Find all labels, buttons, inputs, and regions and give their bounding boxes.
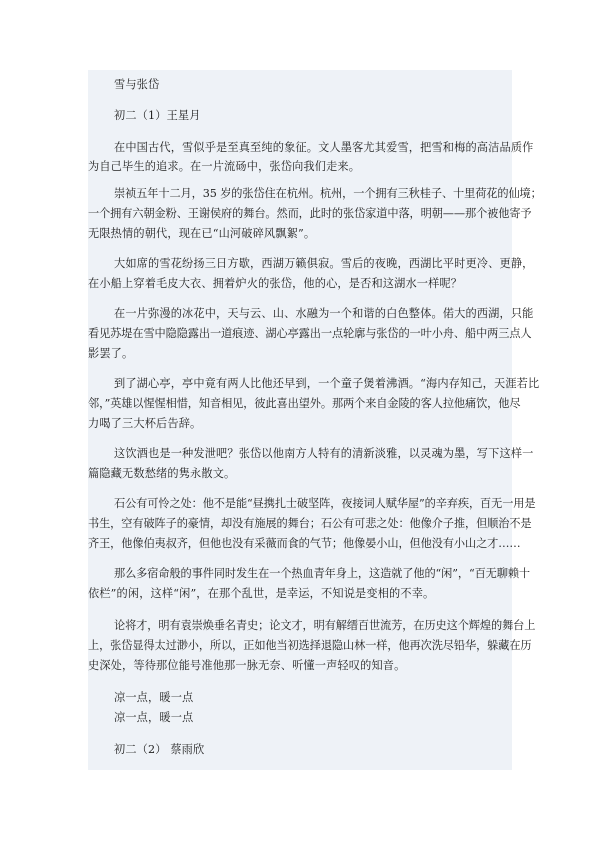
author-line-1: 初二（1）王星月 <box>114 109 201 122</box>
paragraph-6-line-2: 篇隐藏无数愁绪的隽永散文。 <box>88 467 236 480</box>
paragraph-5-line-2: 邻，”英雄以惺惺相惜，知音相见，彼此喜出望外。那两个来自金陵的客人拉他痛饮，他尽 <box>88 397 521 410</box>
paragraph-2-line-2: 一个拥有六朝金粉、王谢侯府的舞台。然而，此时的张岱家道中落，明朝——那个被他寄予 <box>88 207 532 220</box>
paragraph-5-line-3: 力喝了三大杯后告辞。 <box>88 417 202 430</box>
paragraph-3-line-2: 在小船上穿着毛皮大衣、拥着炉火的张岱，他的心，是否和这湖水一样呢？ <box>88 277 463 290</box>
paragraph-7-line-1: 石公有可怜之处：他不是能“昼携扎士破坚阵，夜接词人赋华屋”的辛弃疾，百无一用是 <box>114 497 536 510</box>
paragraph-3-line-1: 大如席的雪花纷扬三日方歇，西湖万籁俱寂。雪后的夜晚，西湖比平时更冷、更静， <box>114 257 534 270</box>
paragraph-9-line-2: 上，张岱显得太过渺小，所以，正如他当初选择退隐山林一样，他再次洗尽铅华，躲藏在历 <box>88 639 532 652</box>
paragraph-8-line-2: 依栏”的闲，这样“闲”，在那个乱世，是幸运，不知说是变相的不幸。 <box>88 587 435 600</box>
paragraph-8-line-1: 那么多宿命般的事件同时发生在一个热血青年身上，这造就了他的“闲”，“百无聊赖十 <box>114 567 531 580</box>
document-title: 雪与张岱 <box>114 78 160 91</box>
paragraph-9-line-1: 论将才，明有袁崇焕垂名青史；论文才，明有解缙百世流芳，在历史这个辉煌的舞台上 <box>114 619 536 632</box>
closing-line-2: 凉一点，暖一点 <box>114 711 194 724</box>
paragraph-7-line-2: 书生，空有破阵子的豪情，却没有施展的舞台；石公有可悲之处：他像介子推，但顺治不是 <box>88 517 532 530</box>
paragraph-1-line-2: 为自己毕生的追求。在一片流砀中，张岱向我们走来。 <box>88 160 361 173</box>
paragraph-6-line-1: 这饮酒也是一种发泄吧？张岱以他南方人特有的清新淡雅，以灵魂为墨，写下这样一 <box>114 447 534 460</box>
document-page <box>88 70 542 770</box>
paragraph-2-line-1: 崇祯五年十二月，35 岁的张岱住在杭州。杭州，一个拥有三秋桂子、十里荷花的仙境； <box>114 187 542 200</box>
paragraph-2-line-3: 无限热情的朝代，现在已“山河破碎风飘絮”。 <box>88 227 316 240</box>
paragraph-7-line-3: 齐王，他像伯夷叔齐，但他也没有采薇而食的气节；他像晏小山，但他没有小山之才…… <box>88 537 521 550</box>
paragraph-5-line-1: 到了湖心亭，亭中竟有两人比他还早到，一个童子煲着沸酒。“海内存知己，天涯若比 <box>114 377 540 390</box>
paragraph-4-line-2: 看见苏堤在雪中隐隐露出一道痕迹、湖心亭露出一点轮廓与张岱的一叶小舟、船中两三点人 <box>88 327 532 340</box>
paragraph-1-line-1: 在中国古代，雪似乎是至真至纯的象征。文人墨客尤其爱雪，把雪和梅的高洁品质作 <box>114 141 534 154</box>
paragraph-4-line-3: 影罢了。 <box>88 347 134 360</box>
paragraph-4-line-1: 在一片弥漫的冰花中，天与云、山、水融为一个和谐的白色整体。偌大的西湖，只能 <box>114 307 534 320</box>
paragraph-9-line-3: 史深处，等待那位能号准他那一脉无奈、听懂一声轻叹的知音。 <box>88 659 406 672</box>
closing-line-1: 凉一点，暖一点 <box>114 691 194 704</box>
author-line-2: 初二（2） 蔡雨欣 <box>114 743 205 756</box>
